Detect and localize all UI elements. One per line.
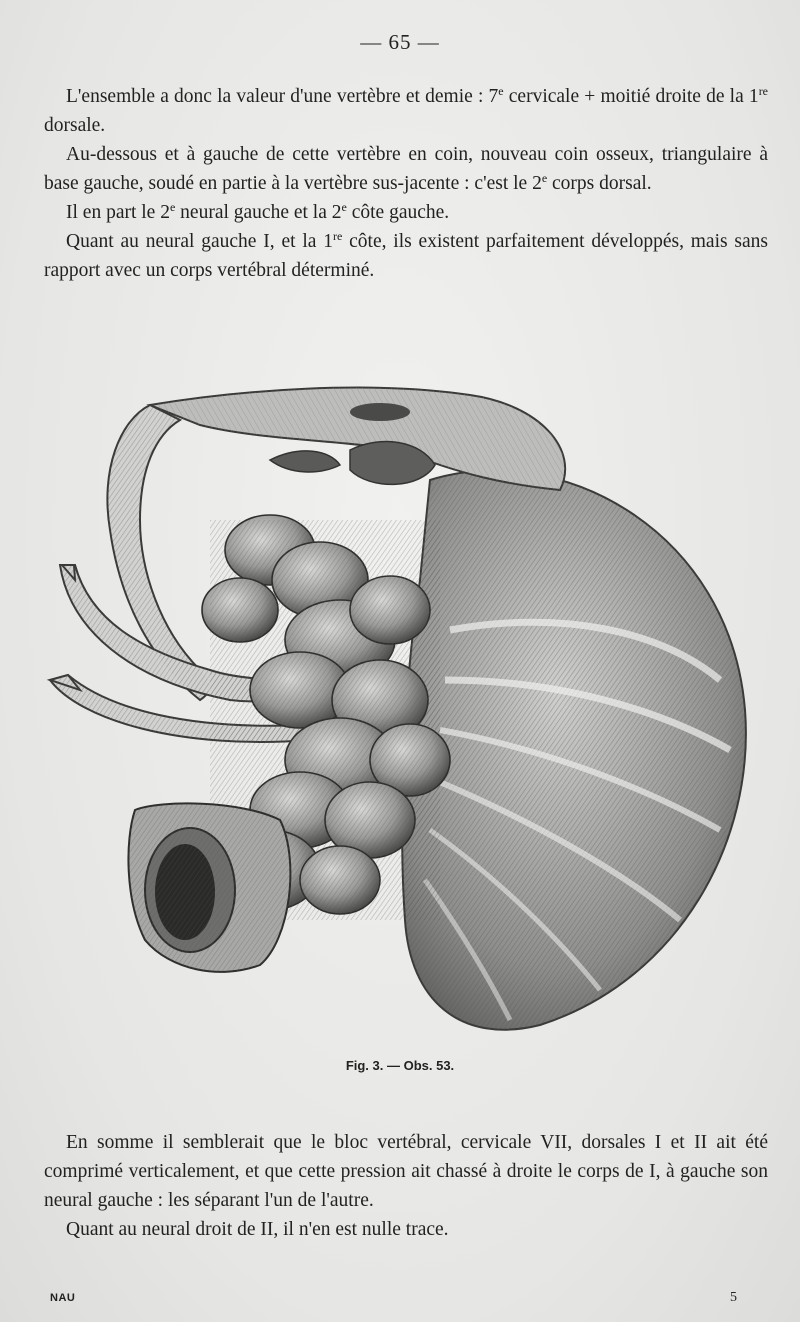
paragraph-6: Quant au neural droit de II, il n'en est nulle trace. bbox=[66, 1219, 449, 1240]
vertebral-canal-end bbox=[128, 803, 290, 971]
footer-signature: NAU bbox=[50, 1292, 76, 1304]
right-rib-fan bbox=[402, 471, 746, 1030]
spine-ribcage-drawing bbox=[40, 380, 760, 1040]
figure-caption: Fig. 3. — Obs. 53. bbox=[345, 1058, 455, 1073]
anatomical-illustration bbox=[40, 380, 760, 1040]
page-number: — 65 — bbox=[360, 30, 440, 54]
paragraph-2: Au-dessous et à gauche de cette vertèbre en coin, nouveau coin osseux, triangulaire à base gauche, soudé en partie à la vertèbre sus-jacente : c'est le 2e corps dorsal. bbox=[44, 144, 768, 194]
top-arch bbox=[150, 388, 565, 490]
footer-sheet-number: 5 bbox=[730, 1290, 737, 1305]
paragraph-4: Quant au neural gauche I, et la 1re côte, ils existent parfaitement développés, mais sans rapport avec un corps vertébral déterminé. bbox=[44, 229, 768, 281]
top-text-block bbox=[44, 82, 768, 285]
paragraph-3: Il en part le 2e neural gauche et la 2e côte gauche. bbox=[66, 200, 450, 223]
bottom-text-block bbox=[44, 1128, 768, 1244]
paragraph-1: L'ensemble a donc la valeur d'une vertèbre et demie : 7e cervicale + moitié droite de la 1re dorsale. bbox=[44, 84, 769, 136]
paragraph-5: En somme il semblerait que le bloc vertébral, cervicale VII, dorsales I et II ait été comprimé verticalement, et que cette pression ait chassé à droite le corps de I, à gauche son neural gauche : les séparant l'un de l'autre. bbox=[44, 1132, 768, 1211]
